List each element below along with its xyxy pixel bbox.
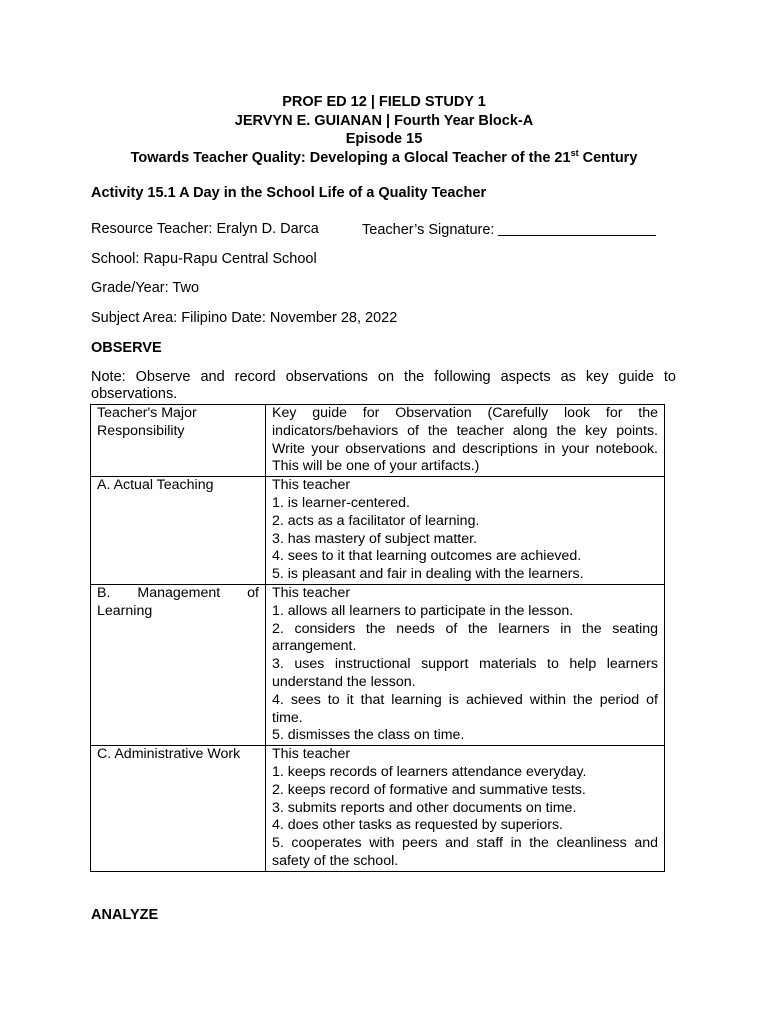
course-title: PROF ED 12 | FIELD STUDY 1 — [282, 94, 486, 110]
document-header — [0, 93, 768, 167]
header-responsibility: Teacher's Major Responsibility — [91, 405, 266, 477]
observation-note: Note: Observe and record observations on the following aspects as key guide to observations. — [91, 369, 676, 402]
responsibility-cell: C. Administrative Work — [91, 746, 266, 872]
episode-title-suffix: Century — [578, 149, 638, 166]
teacher-signature — [362, 221, 656, 238]
guide-item: 3. submits reports and other documents on time. — [272, 799, 577, 816]
analyze-heading: ANALYZE — [91, 907, 159, 923]
guide-item: 4. sees to it that learning is achieved within the period of time. — [272, 691, 658, 726]
student-name: JERVYN E. GUIANAN | Fourth Year Block-A — [234, 112, 534, 129]
guide-item: 5. dismisses the class on time. — [272, 727, 465, 744]
responsibility-cell: B. Management of Learning — [91, 584, 266, 745]
school-field: School: Rapu-Rapu Central School — [91, 251, 317, 267]
guide-item: 2. acts as a facilitator of learning. — [272, 512, 480, 529]
signature-line — [498, 221, 656, 236]
guide-intro: This teacher — [272, 584, 351, 601]
episode-title — [0, 149, 768, 168]
table-header-row — [91, 405, 665, 477]
episode-title-text: Towards Teacher Quality: Developing a Glocal Teacher of the 21 — [130, 149, 571, 166]
guide-cell — [266, 477, 665, 585]
guide-item: 3. has mastery of subject matter. — [272, 530, 478, 547]
header-key-guide: Key guide for Observation (Carefully look for the indicators/behaviors of the teacher along the key points. Write your observations and descriptions in your notebook. This will be one of your artifacts.) — [266, 405, 665, 477]
table-row — [91, 584, 665, 745]
guide-item: 5. is pleasant and fair in dealing with the learners. — [272, 566, 584, 583]
episode-title-superscript: st — [570, 147, 579, 158]
guide-item: 2. considers the needs of the learners in the seating arrangement. — [272, 620, 658, 655]
guide-item: 1. allows all learners to participate in the lesson. — [272, 602, 574, 619]
grade-year-field: Grade/Year: Two — [91, 280, 200, 296]
guide-item: 5. cooperates with peers and staff in the cleanliness and safety of the school. — [272, 835, 658, 869]
guide-intro: This teacher — [272, 746, 351, 763]
table-row — [91, 746, 665, 872]
resource-teacher: Resource Teacher: Eralyn D. Darca — [91, 221, 319, 237]
guide-item: 4. sees to it that learning outcomes are achieved. — [272, 548, 582, 565]
guide-cell — [266, 746, 665, 872]
guide-cell — [266, 584, 665, 745]
guide-item: 2. keeps record of formative and summative tests. — [272, 781, 586, 798]
teacher-signature-label: Teacher’s Signature: — [362, 222, 495, 238]
table-row — [91, 477, 665, 585]
responsibility-cell: A. Actual Teaching — [91, 477, 266, 585]
guide-item: 1. is learner-centered. — [272, 494, 411, 511]
observe-heading: OBSERVE — [91, 340, 162, 356]
guide-intro: This teacher — [272, 477, 351, 494]
guide-item: 4. does other tasks as requested by superiors. — [272, 817, 564, 834]
observation-table — [90, 404, 665, 872]
guide-item: 3. uses instructional support materials to help learners understand the lesson. — [272, 656, 658, 690]
episode-number: Episode 15 — [345, 131, 423, 147]
subject-date-field: Subject Area: Filipino Date: November 28, 2022 — [91, 310, 398, 326]
activity-title: Activity 15.1 A Day in the School Life of a Quality Teacher — [91, 185, 487, 201]
guide-item: 1. keeps records of learners attendance everyday. — [272, 763, 587, 780]
